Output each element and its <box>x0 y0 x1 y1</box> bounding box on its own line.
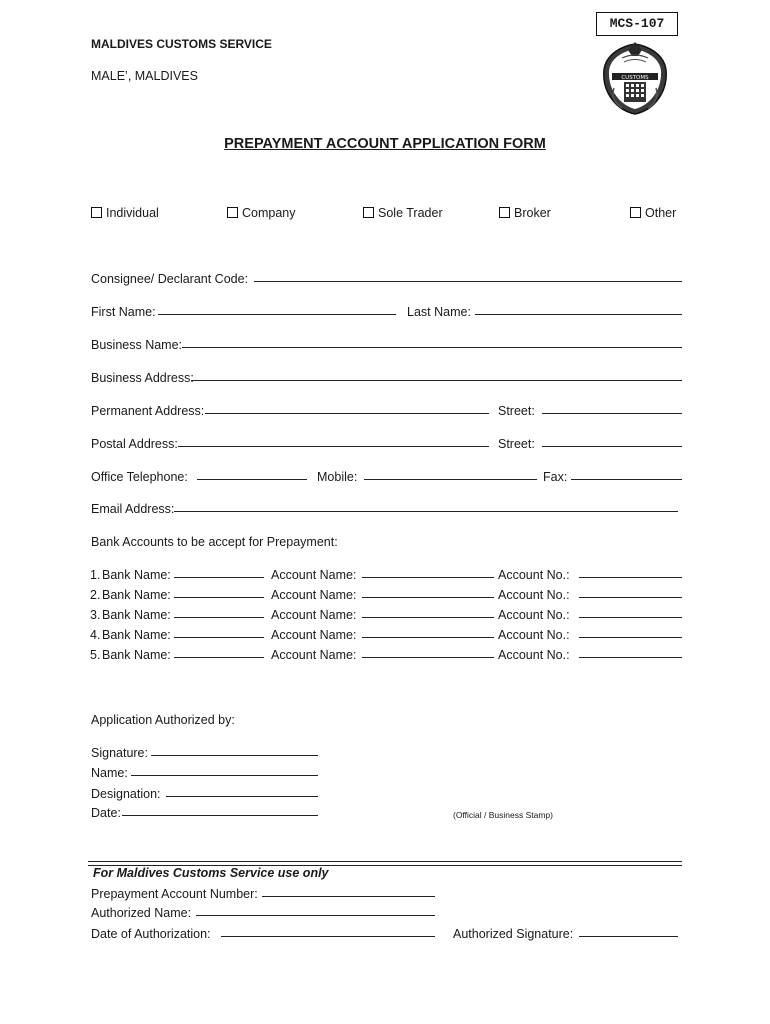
bank-name-label: Bank Name: <box>102 568 171 582</box>
authorized-name-field[interactable] <box>196 915 435 916</box>
auth-name-field[interactable] <box>131 775 318 776</box>
business-address-label: Business Address: <box>91 371 194 385</box>
bank-name-field[interactable] <box>174 617 264 618</box>
authorized-signature-field[interactable] <box>579 936 678 937</box>
account-name-label: Account Name: <box>271 568 357 582</box>
auth-name-label: Name: <box>91 766 128 780</box>
checkbox-icon[interactable] <box>630 207 641 218</box>
designation-field[interactable] <box>166 796 318 797</box>
authorized-signature-label: Authorized Signature: <box>453 927 574 941</box>
account-no-field[interactable] <box>579 637 682 638</box>
option-individual[interactable]: Individual <box>91 206 159 220</box>
customs-seal-logo <box>598 40 672 118</box>
authorized-name-label: Authorized Name: <box>91 906 192 920</box>
account-no-field[interactable] <box>579 597 682 598</box>
business-address-field[interactable] <box>191 380 682 381</box>
bank-name-field[interactable] <box>174 657 264 658</box>
option-sole-trader[interactable]: Sole Trader <box>363 206 443 220</box>
date-label: Date: <box>91 806 121 820</box>
consignee-code-field[interactable] <box>254 281 682 282</box>
account-name-label: Account Name: <box>271 588 357 602</box>
first-name-field[interactable] <box>158 314 396 315</box>
bank-name-label: Bank Name: <box>102 608 171 622</box>
account-name-field[interactable] <box>362 597 494 598</box>
bank-row-number: 1. <box>90 568 101 582</box>
stamp-note: (Official / Business Stamp) <box>453 810 553 820</box>
date-of-authorization-label: Date of Authorization: <box>91 927 211 941</box>
account-name-label: Account Name: <box>271 648 357 662</box>
postal-street-field[interactable] <box>542 446 682 447</box>
bank-name-field[interactable] <box>174 577 264 578</box>
last-name-field[interactable] <box>475 314 682 315</box>
bank-row-number: 4. <box>90 628 101 642</box>
office-telephone-field[interactable] <box>197 479 307 480</box>
account-no-label: Account No.: <box>498 608 570 622</box>
signature-label: Signature: <box>91 746 148 760</box>
account-no-label: Account No.: <box>498 648 570 662</box>
account-no-label: Account No.: <box>498 588 570 602</box>
bank-name-label: Bank Name: <box>102 628 171 642</box>
form-code-box: MCS-107 <box>596 12 678 36</box>
postal-address-label: Postal Address: <box>91 437 178 451</box>
mobile-label: Mobile: <box>317 470 358 484</box>
option-other[interactable]: Other <box>630 206 676 220</box>
account-no-label: Account No.: <box>498 628 570 642</box>
org-name: MALDIVES CUSTOMS SERVICE <box>91 37 272 51</box>
checkbox-icon[interactable] <box>227 207 238 218</box>
bank-row-number: 2. <box>90 588 101 602</box>
bank-name-label: Bank Name: <box>102 588 171 602</box>
checkbox-icon[interactable] <box>499 207 510 218</box>
form-title: PREPAYMENT ACCOUNT APPLICATION FORM <box>224 136 546 152</box>
option-broker[interactable]: Broker <box>499 206 551 220</box>
postal-address-field[interactable] <box>178 446 489 447</box>
account-number-label: Prepayment Account Number: <box>91 887 258 901</box>
consignee-code-label: Consignee/ Declarant Code: <box>91 272 249 286</box>
account-name-field[interactable] <box>362 577 494 578</box>
office-telephone-label: Office Telephone: <box>91 470 188 484</box>
office-use-heading: For Maldives Customs Service use only <box>93 866 329 880</box>
designation-label: Designation: <box>91 787 161 801</box>
permanent-address-field[interactable] <box>205 413 489 414</box>
checkbox-icon[interactable] <box>363 207 374 218</box>
account-number-field[interactable] <box>262 896 435 897</box>
business-name-field[interactable] <box>182 347 682 348</box>
mobile-field[interactable] <box>364 479 537 480</box>
account-no-field[interactable] <box>579 617 682 618</box>
signature-field[interactable] <box>151 755 318 756</box>
account-no-label: Account No.: <box>498 568 570 582</box>
org-location: MALE’, MALDIVES <box>91 69 198 83</box>
email-field[interactable] <box>174 511 678 512</box>
business-name-label: Business Name: <box>91 338 183 352</box>
bank-row-number: 5. <box>90 648 101 662</box>
bank-row-number: 3. <box>90 608 101 622</box>
account-no-field[interactable] <box>579 577 682 578</box>
account-no-field[interactable] <box>579 657 682 658</box>
first-name-label: First Name: <box>91 305 156 319</box>
checkbox-icon[interactable] <box>91 207 102 218</box>
email-label: Email Address: <box>91 502 175 516</box>
bank-name-field[interactable] <box>174 597 264 598</box>
account-name-field[interactable] <box>362 657 494 658</box>
date-field[interactable] <box>122 815 318 816</box>
bank-name-label: Bank Name: <box>102 648 171 662</box>
account-name-label: Account Name: <box>271 628 357 642</box>
fax-label: Fax: <box>543 470 568 484</box>
bank-name-field[interactable] <box>174 637 264 638</box>
street-field[interactable] <box>542 413 682 414</box>
bank-section-heading: Bank Accounts to be accept for Prepayment: <box>91 535 338 549</box>
fax-field[interactable] <box>571 479 682 480</box>
account-name-field[interactable] <box>362 637 494 638</box>
permanent-address-label: Permanent Address: <box>91 404 205 418</box>
seal-label: CUSTOMS <box>621 75 649 81</box>
date-of-authorization-field[interactable] <box>221 936 435 937</box>
street-label: Street: <box>498 404 535 418</box>
last-name-label: Last Name: <box>407 305 471 319</box>
account-name-field[interactable] <box>362 617 494 618</box>
account-name-label: Account Name: <box>271 608 357 622</box>
authorization-heading: Application Authorized by: <box>91 713 235 727</box>
option-company[interactable]: Company <box>227 206 296 220</box>
postal-street-label: Street: <box>498 437 535 451</box>
